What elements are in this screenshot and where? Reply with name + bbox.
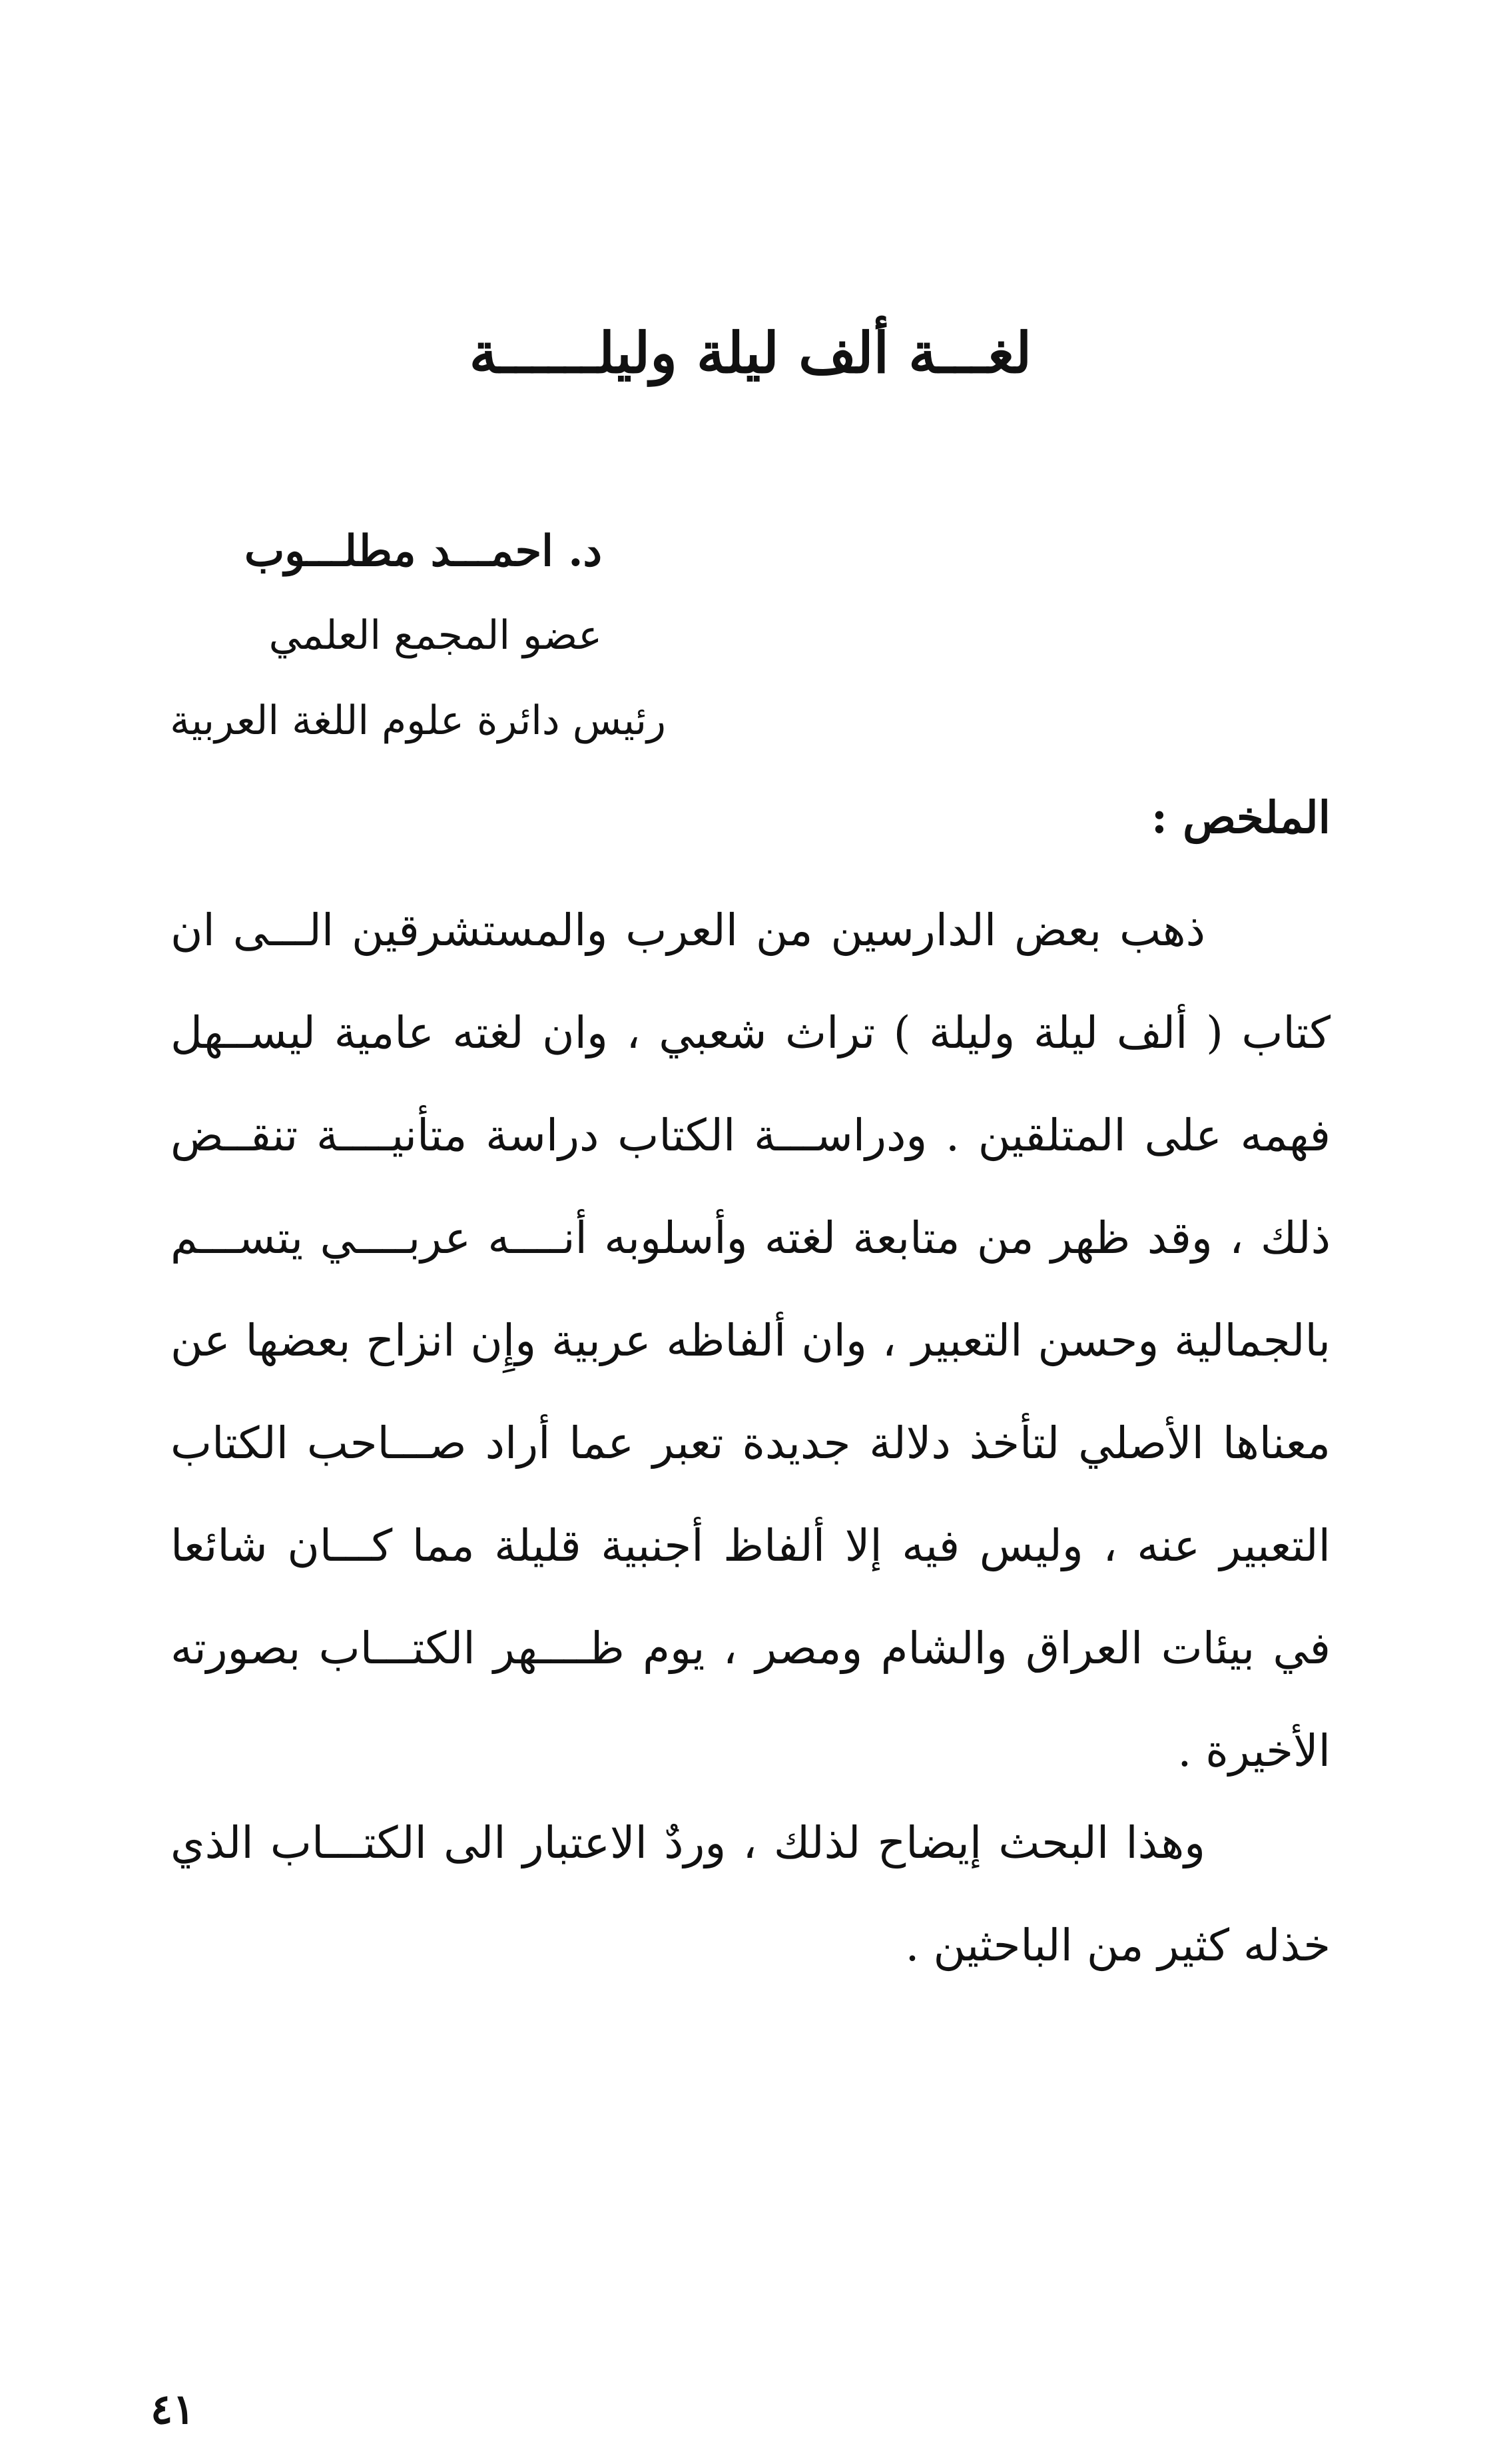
author-affiliation-department: رئيس دائرة علوم اللغة العربية [170, 697, 666, 744]
author-affiliation-membership: عضو المجمع العلمي [268, 612, 602, 659]
abstract-heading: الملخص : [1151, 791, 1331, 843]
abstract-paragraph-1: ذهب بعض الدارسين من العرب والمستشرقين الـــى ان كتاب ( ألف ليلة وليلة ) تراث شعبي ، وان لغته عامية ليســهل فهمه على المتلقين . ودراســـة الكتاب دراسة متأنيــــة تنقــض ذلك ، وقد ظهر من متابعة لغته وأسلوبه أنــــه عربــــي يتســـم بالجمالية وحسن التعبير ، وان ألفاظه عربية وإِن انزاح بعضها عن معناها الأصلي لتأخذ دلالة جديدة تعبر عما أراد صـــاحب الكتاب التعبير عنه ، وليس فيه إلا ألفاظ أجنبية قليلة مما كـــان شائعا في بيئات العراق والشام ومصر ، يوم ظــــهر الكتـــاب بصورته الأخيرة . [170, 905, 1331, 1777]
abstract-paragraph-2: وهذا البحث إيضاح لذلك ، وردٌ الاعتبار الى الكتـــاب الذي خذله كثير من الباحثين . [170, 1817, 1331, 1971]
article-title: لغـــة ألف ليلة وليلــــــة [469, 320, 1032, 386]
author-name: د. احمـــد مطلـــوب [244, 526, 602, 576]
page-number: ٤١ [150, 2385, 195, 2433]
